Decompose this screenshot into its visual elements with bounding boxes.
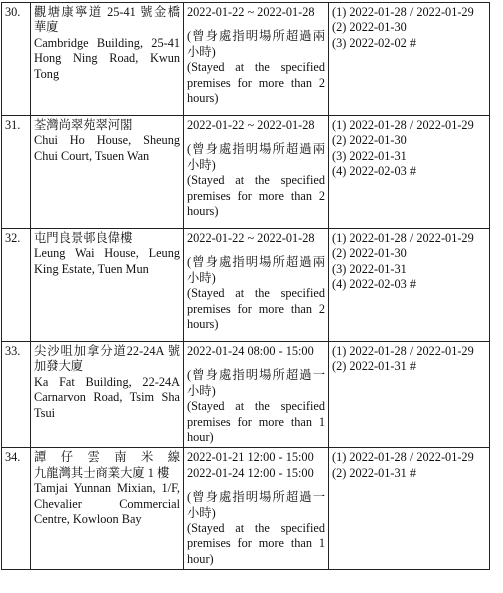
table-row	[2, 229, 490, 342]
stay-note-english-line: premises for more than 2	[187, 301, 325, 316]
visit-date-range: 2022-01-22 ~ 2022-01-28	[187, 118, 315, 132]
stay-note-english-line: hour)	[187, 430, 214, 445]
address-english-line: Ka Fat Building, 22-24A	[34, 374, 180, 389]
visit-dates	[184, 342, 329, 448]
test-date-item: (4) 2022-02-03 #	[332, 277, 417, 292]
stay-note-english-line: hours)	[187, 317, 219, 332]
stay-note-chinese-line: 小時)	[187, 270, 216, 285]
address-chinese-line: 荃灣尚翠苑翠河閣	[34, 118, 133, 132]
test-date-item: (2) 2022-01-30	[332, 20, 407, 35]
stay-note-english-line: (Stayed at the specified	[187, 399, 325, 414]
test-date-item: (2) 2022-01-30	[332, 133, 407, 148]
premises-table	[1, 2, 490, 570]
test-date-item: (1) 2022-01-28 / 2022-01-29	[332, 450, 474, 465]
address-chinese-line: 九龍灣其士商業大廈 1 樓	[34, 465, 170, 480]
stay-note-chinese-line: (曾身處指明場所超過兩	[187, 142, 325, 157]
address-english-line: Leung Wai House, Leung	[34, 246, 180, 261]
stay-note-english-line: (Stayed at the specified	[187, 286, 325, 301]
row-number: 32.	[2, 229, 31, 342]
premises-address	[31, 229, 184, 342]
address-english-line: Tsui	[34, 405, 56, 420]
row-number: 33.	[2, 342, 31, 448]
address-chinese-line: 譚仔雲南米線	[34, 450, 180, 465]
table-row	[2, 448, 490, 570]
row-number: 34.	[2, 448, 31, 570]
test-date-item: (2) 2022-01-31 #	[332, 359, 417, 374]
testing-dates	[329, 3, 490, 116]
stay-note-english-line: premises for more than 1	[187, 414, 325, 429]
visit-dates	[184, 229, 329, 342]
test-date-item: (1) 2022-01-28 / 2022-01-29	[332, 231, 474, 245]
test-date-item: (1) 2022-01-28 / 2022-01-29	[332, 118, 474, 132]
row-number: 31.	[2, 116, 31, 229]
address-chinese-line: 屯門良景邨良偉樓	[34, 231, 133, 245]
address-chinese-line: 尖沙咀加拿分道22-24A 號	[34, 344, 180, 358]
visit-dates	[184, 448, 329, 570]
row-number: 30.	[2, 3, 31, 116]
stay-note-english-line: hours)	[187, 91, 219, 106]
stay-note-english-line: premises for more than 2	[187, 188, 325, 203]
test-date-item: (3) 2022-01-31	[332, 261, 407, 276]
testing-dates	[329, 342, 490, 448]
address-chinese-line: 加發大廈	[34, 359, 84, 374]
address-english-line: Chui Court, Tsuen Wan	[34, 148, 150, 163]
testing-dates	[329, 229, 490, 342]
stay-note-english-line: premises for more than 2	[187, 75, 325, 90]
stay-note-english-line: (Stayed at the specified	[187, 521, 325, 536]
premises-address	[31, 342, 184, 448]
test-date-item: (2) 2022-01-30	[332, 246, 407, 261]
address-english-line: King Estate, Tuen Mun	[34, 261, 149, 276]
address-english-line: Carnarvon Road, Tsim Sha	[34, 390, 180, 405]
stay-note-chinese-line: (曾身處指明場所超過兩	[187, 255, 325, 270]
premises-table-body	[2, 3, 490, 570]
address-chinese-line: 觀塘康寧道 25-41 號金橋	[34, 5, 180, 19]
stay-note-english-line: hour)	[187, 551, 214, 566]
premises-address	[31, 448, 184, 570]
address-english-line: Hong Ning Road, Kwun	[34, 51, 180, 66]
stay-note-chinese-line: (曾身處指明場所超過一	[187, 490, 325, 505]
table-row	[2, 3, 490, 116]
test-date-item: (2) 2022-01-31 #	[332, 465, 417, 480]
testing-dates	[329, 448, 490, 570]
stay-note-chinese-line: (曾身處指明場所超過兩	[187, 29, 325, 44]
visit-date-range: 2022-01-24 08:00 - 15:00	[187, 344, 314, 358]
premises-address	[31, 3, 184, 116]
stay-note-chinese-line: (曾身處指明場所超過一	[187, 368, 325, 383]
visit-date-range: 2022-01-24 12:00 - 15:00	[187, 465, 314, 480]
address-chinese-line: 華廈	[34, 20, 59, 35]
spacer	[187, 481, 325, 490]
address-english-line: Centre, Kowloon Bay	[34, 512, 142, 527]
stay-note-chinese-line: 小時)	[187, 157, 216, 172]
premises-address	[31, 116, 184, 229]
stay-note-chinese-line: 小時)	[187, 383, 216, 398]
address-english-line: Chui Ho House, Sheung	[34, 133, 180, 148]
test-date-item: (1) 2022-01-28 / 2022-01-29	[332, 344, 474, 358]
stay-note-chinese-line: 小時)	[187, 505, 216, 520]
stay-note-english-line: (Stayed at the specified	[187, 60, 325, 75]
testing-dates	[329, 116, 490, 229]
visit-date-range: 2022-01-22 ~ 2022-01-28	[187, 5, 315, 19]
table-row	[2, 116, 490, 229]
table-row	[2, 342, 490, 448]
address-english-line: Chevalier Commercial	[34, 496, 180, 511]
test-date-item: (1) 2022-01-28 / 2022-01-29	[332, 5, 474, 19]
address-english-line: Cambridge Building, 25-41	[34, 35, 180, 50]
stay-note-chinese-line: 小時)	[187, 44, 216, 59]
test-date-item: (3) 2022-02-02 #	[332, 35, 417, 50]
visit-dates	[184, 3, 329, 116]
address-english-line: Tong	[34, 66, 60, 81]
visit-date-range: 2022-01-22 ~ 2022-01-28	[187, 231, 315, 245]
visit-date-range: 2022-01-21 12:00 - 15:00	[187, 450, 314, 465]
test-date-item: (4) 2022-02-03 #	[332, 164, 417, 179]
stay-note-english-line: premises for more than 1	[187, 536, 325, 551]
visit-dates	[184, 116, 329, 229]
address-english-line: Tamjai Yunnan Mixian, 1/F,	[34, 481, 180, 496]
stay-note-english-line: hours)	[187, 204, 219, 219]
stay-note-english-line: (Stayed at the specified	[187, 173, 325, 188]
test-date-item: (3) 2022-01-31	[332, 148, 407, 163]
